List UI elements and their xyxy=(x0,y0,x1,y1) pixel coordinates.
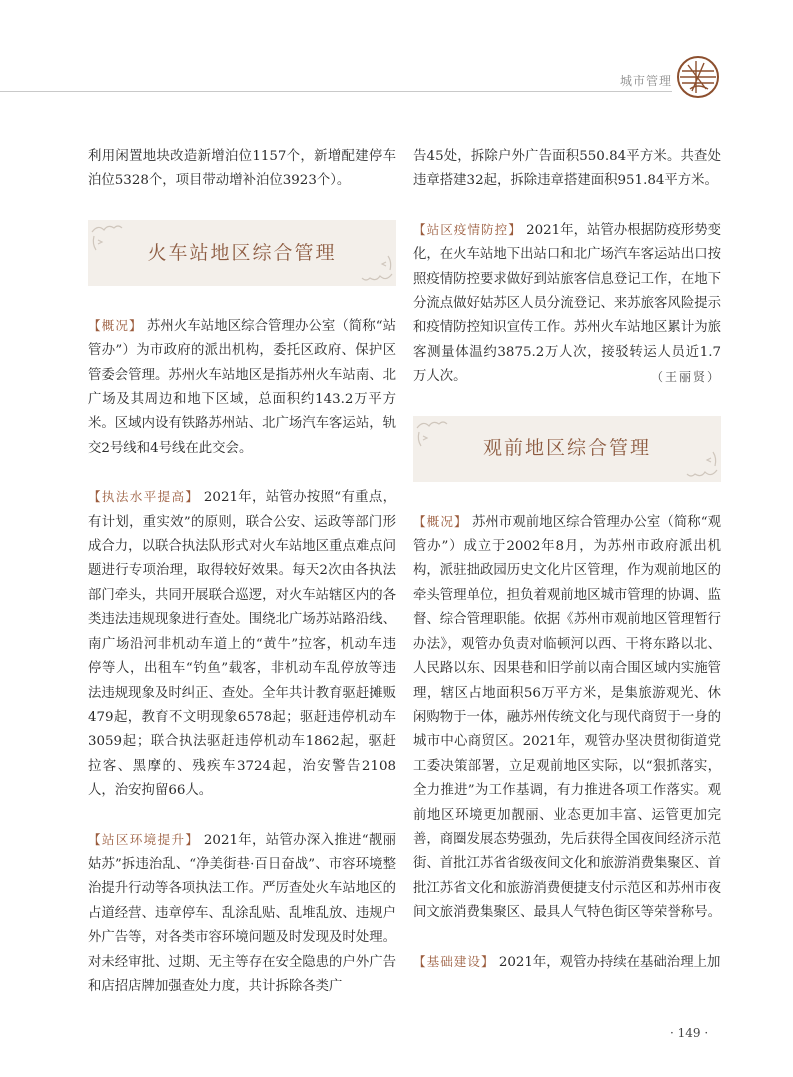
section-banner-guanqian xyxy=(413,416,721,482)
paragraph-epidemic-control xyxy=(413,218,721,390)
paragraph-tag: 【基础建设】 xyxy=(413,953,495,969)
ornament-icon xyxy=(679,446,719,480)
running-header-section: 城市管理 xyxy=(620,74,673,88)
paragraph-tag: 【站区疫情防控】 xyxy=(413,221,522,237)
author-credit: （王丽贤） xyxy=(650,370,721,385)
ornament-icon xyxy=(354,250,394,284)
section-title: 火车站地区综合管理 xyxy=(147,241,337,264)
paragraph-infrastructure xyxy=(413,950,721,975)
ornament-icon xyxy=(90,222,130,256)
left-column xyxy=(88,145,396,999)
paragraph-tag: 【概况】 xyxy=(413,513,468,529)
paragraph-text: 2021年，站管办按照“有重点，有计划，重实效”的原则，联合公安、运政等部门形成合力，以联合执法队形式对火车站地区重点难点问题进行专项治理，取得较好效果。每天2次由各执法部门牵头，共同开展联合巡逻，对火车站辖区内的各类违法违规现象进行查处。围绕北广场苏站路沿线、南广场沿河非机动车道上的“黄牛”拉客，机动车违停等人，出租车“钓鱼”载客，非机动车乱停放等违法违规现象及时纠正、查处。全年共计教育驱赶摊贩479起，教育不文明现象6578起；驱赶违停机动车3059起；联合执法驱赶违停机动车1862起，驱赶拉客、黑摩的、残疾车3724起，治安警告2108人，治安拘留66人。 xyxy=(88,490,396,799)
section-title: 观前地区综合管理 xyxy=(482,437,651,460)
paragraph-tag: 【站区环境提升】 xyxy=(88,831,200,847)
paragraph-overview xyxy=(88,314,396,461)
right-column xyxy=(413,145,721,975)
paragraph-text: 苏州火车站地区综合管理办公室（简称“站管办”）为市政府的派出机构，委托区政府、保护区管委会管理。苏州火车站地区是指苏州火车站南、北广场及其周边和地下区域，总面积约143.2万平方米。区域内设有铁路苏州站、北广场汽车客运站，轨交2号线和4号线在此交会。 xyxy=(88,318,396,456)
header-rule xyxy=(0,91,672,92)
section-banner-railway-station xyxy=(88,220,396,286)
paragraph-enforcement xyxy=(88,485,396,803)
paragraph-overview xyxy=(413,510,721,926)
page-number: · 149 · xyxy=(670,1026,709,1040)
left-intro-paragraph: 利用闲置地块改造新增泊位1157个，新增配建停车泊位5328个，项目带动增补泊位3923个）。 xyxy=(88,149,396,189)
paragraph-tag: 【执法水平提高】 xyxy=(88,489,200,505)
paragraph-text: 苏州市观前地区综合管理办公室（简称“观管办”）成立于2002年8月，为苏州市政府派出机构，派驻拙政园历史文化片区管理，作为观前地区的牵头管理单位，担负着观前地区城市管理的协调、监督、综合管理职能。依据《苏州市观前地区管理暂行办法》，观管办负责对临顿河以西、干将东路以北、人民路以东、因果巷和旧学前以南合围区域内实施管理，辖区占地面积56万平方米，是集旅游观光、休闲购物于一体，融苏州传统文化与现代商贸于一身的城市中心商贸区。2021年，观管办坚决贯彻街道党工委决策部署，立足观前地区实际，以“狠抓落实，全力推进”为工作基调，有力推进各项工作落实。观前地区环境更加靓丽、业态更加丰富、运管更加完善，商圈发展态势强劲，先后获得全国夜间经济示范街、首批江苏省省级夜间文化和旅游消费集聚区、首批江苏省文化和旅游消费便捷支付示范区和苏州市夜间文旅消费集聚区、最具人气特色街区等荣誉称号。 xyxy=(413,514,721,921)
right-intro-paragraph: 告45处，拆除户外广告面积550.84平方米。共查处违章搭建32起，拆除违章搭建面积951.84平方米。 xyxy=(413,149,721,189)
paragraph-text: 2021年，站管办深入推进“靓丽姑苏”拆违治乱、“净美街巷·百日奋战”、市容环境整治提升行动等各项执法工作。严厉查处火车站地区的占道经营、违章停车、乱涂乱贴、乱堆乱放、违规户外广告等，对各类市容环境问题及时发现及时处理。对未经审批、过期、无主等存在安全隐患的户外广告和店招店牌加强查处力度，共计拆除各类广 xyxy=(88,832,396,994)
paragraph-text: 2021年，站管办根据防疫形势变化，在火车站地下出站口和北广场汽车客运站出口按照疫情防控要求做好到站旅客信息登记工作，在地下分流点做好姑苏区人员分流登记、来苏旅客风险提示和疫情防控知识宣传工作。苏州火车站地区累计为旅客测量体温约3875.2万人次，接驳转运人员近1.7万人次。 xyxy=(413,222,722,385)
ornament-icon xyxy=(415,418,455,452)
section-emblem-icon xyxy=(676,55,720,99)
paragraph-tag: 【概况】 xyxy=(88,317,143,333)
paragraph-environment xyxy=(88,828,396,1000)
paragraph-text: 2021年，观管办持续在基础治理上加 xyxy=(494,954,721,970)
